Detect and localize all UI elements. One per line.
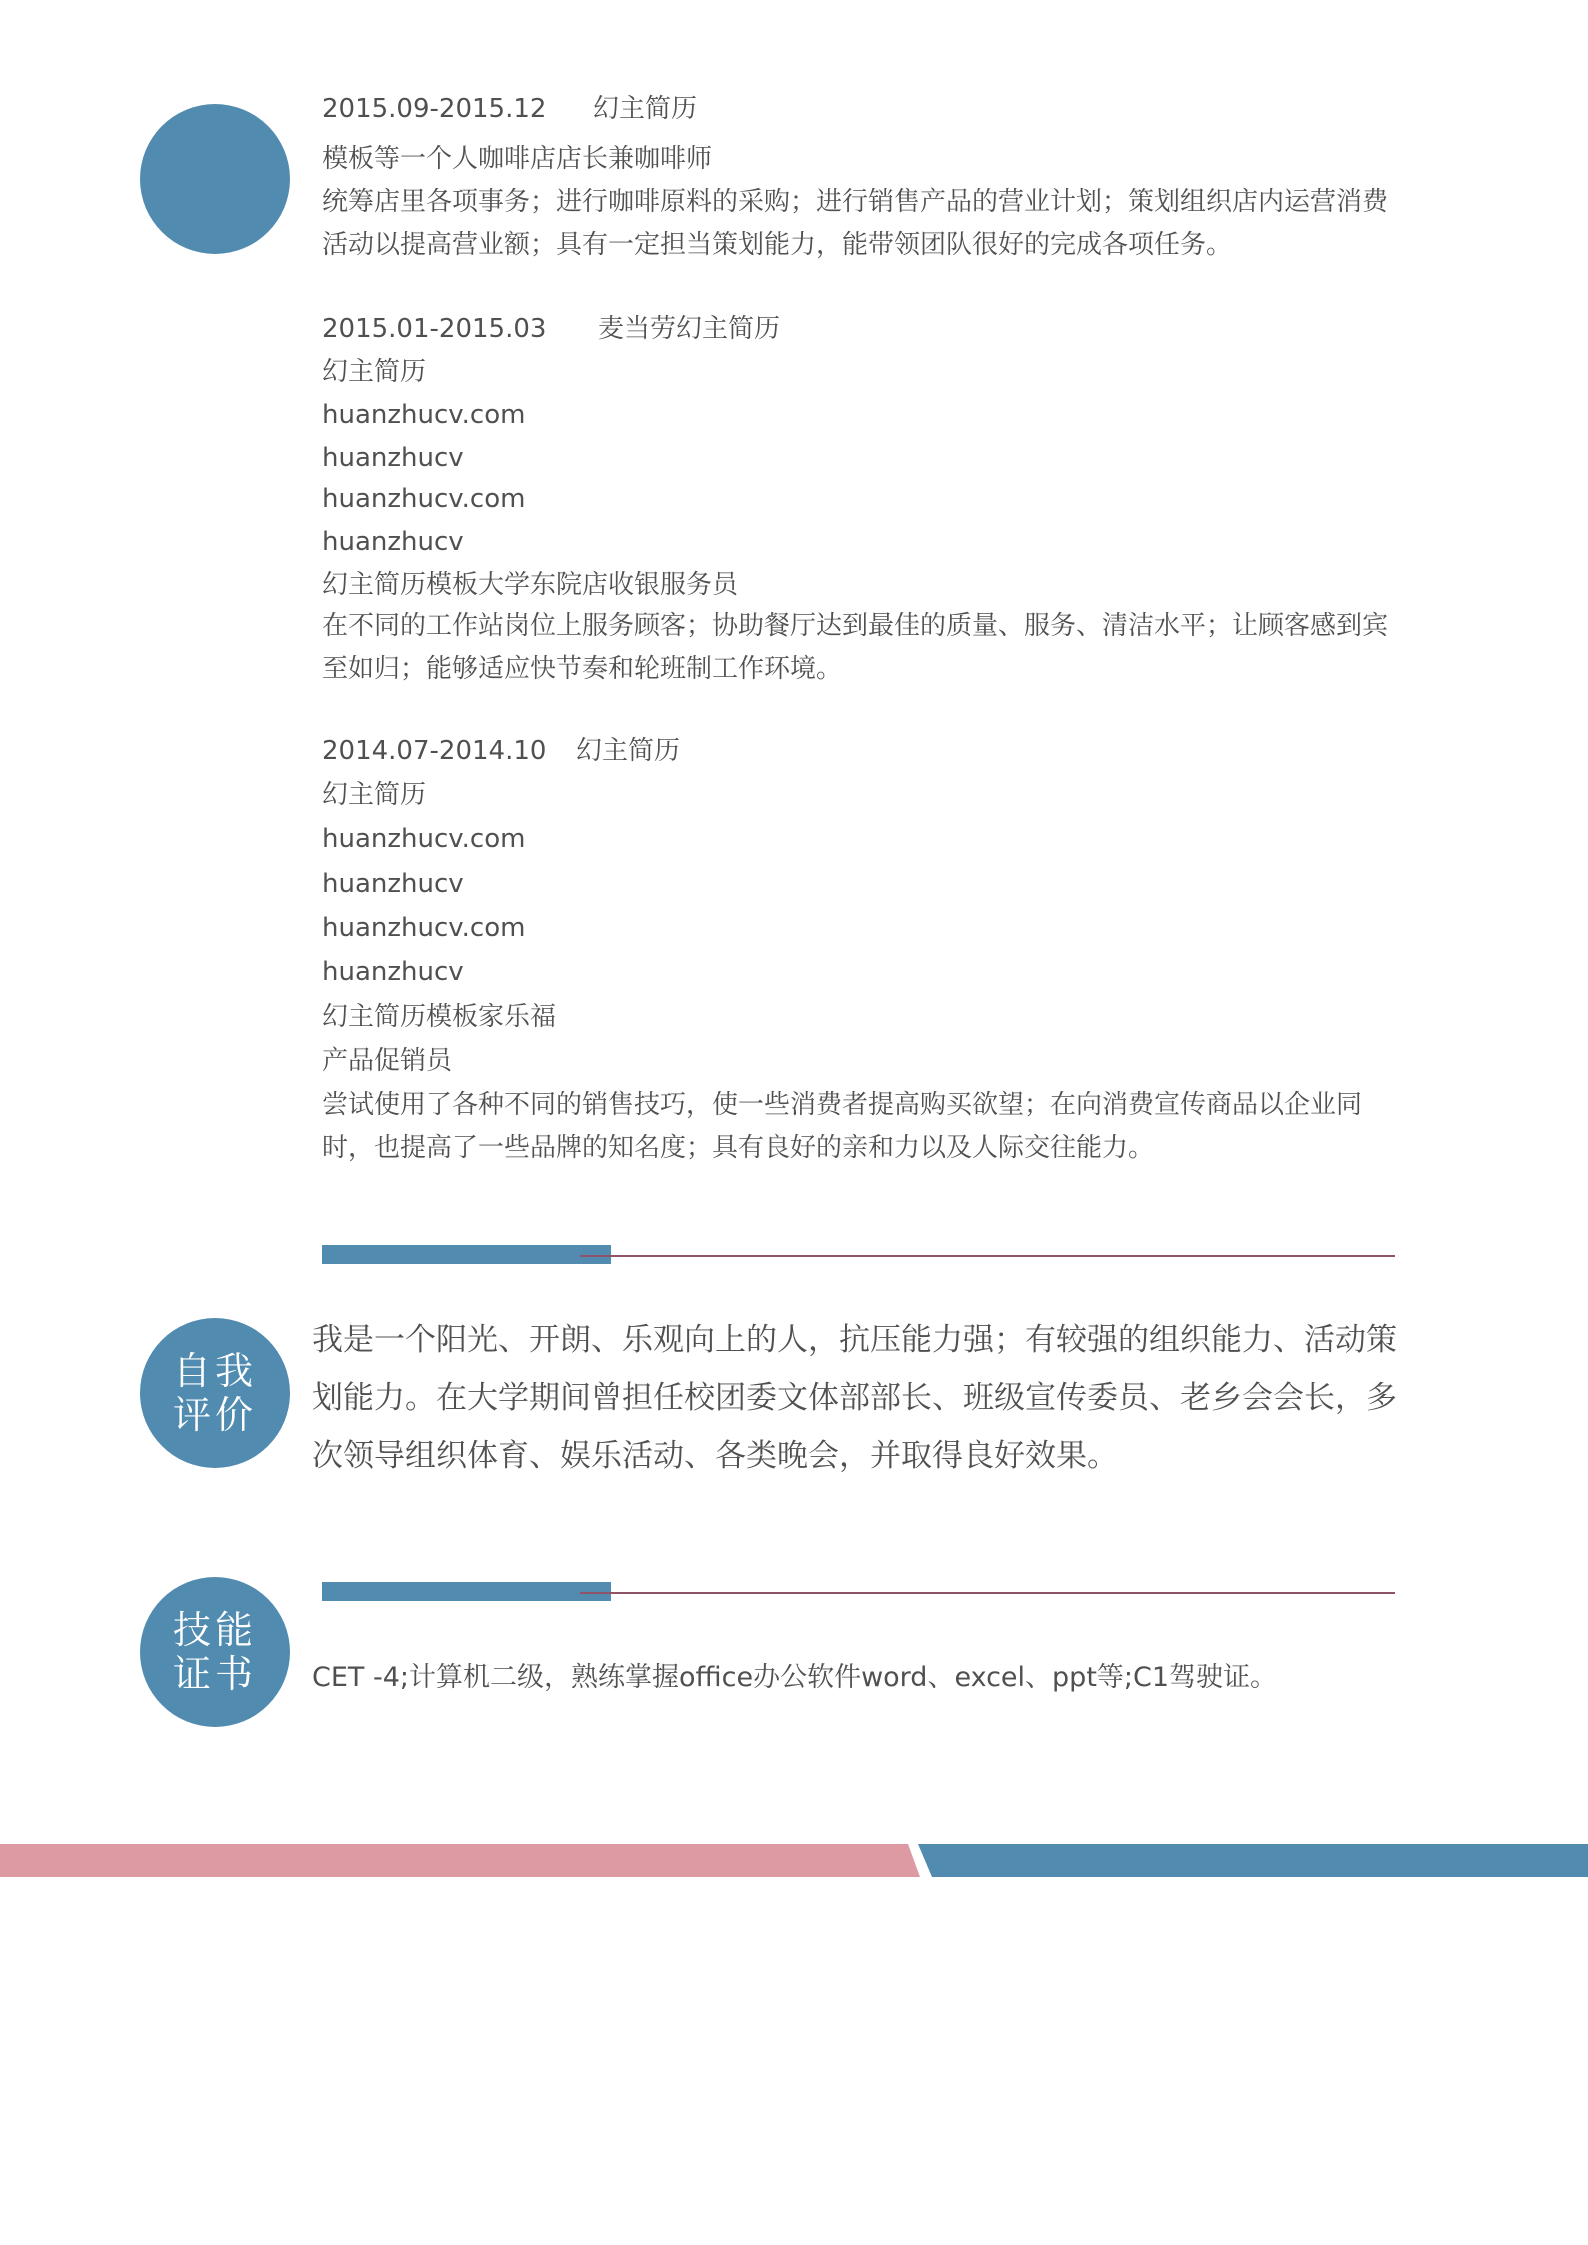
heading-line: 评价 — [172, 1393, 257, 1437]
heading-line: 技能 — [172, 1608, 257, 1652]
job-line: 幻主简历模板家乐福 — [322, 1002, 557, 1032]
job-line: huanzhucv.com — [322, 400, 526, 430]
job-line: huanzhucv — [322, 869, 464, 899]
self-eval-text: 我是一个阳光、开朗、乐观向上的人，抗压能力强；有较强的组织能力、活动策划能力。在大学期间曾担任校团委文体部部长、班级宣传委员、老乡会会长，多次领导组织体育、娱乐活动、各类晚会，并取得良好效果。 — [312, 1322, 1397, 1474]
job-description: 在不同的工作站岗位上服务顾客；协助餐厅达到最佳的质量、服务、清洁水平；让顾客感到宾至如归；能够适应快节奏和轮班制工作环境。 — [322, 611, 1389, 684]
job-line: huanzhucv — [322, 443, 464, 473]
section-heading-skills — [140, 1577, 290, 1727]
job-line: huanzhucv — [322, 957, 464, 987]
section-divider-bar — [322, 1245, 611, 1264]
job-line: huanzhucv.com — [322, 484, 526, 514]
job-company: 幻主简历 — [593, 94, 698, 124]
job-description: 尝试使用了各种不同的销售技巧，使一些消费者提高购买欲望；在向消费宣传商品以企业同时，也提高了一些品牌的知名度；具有良好的亲和力以及人际交往能力。 — [322, 1090, 1363, 1163]
job-line: 幻主简历 — [322, 780, 427, 810]
skills-text: CET -4;计算机二级，熟练掌握office办公软件word、excel、ppt等;C1驾驶证。 — [312, 1662, 1278, 1693]
job-line: 幻主简历 — [322, 357, 427, 387]
job-line: huanzhucv.com — [322, 824, 526, 854]
job-company: 麦当劳幻主简历 — [598, 314, 781, 344]
section-icon-experience — [140, 104, 290, 254]
job-company: 幻主简历 — [576, 736, 681, 766]
job-header — [322, 93, 698, 125]
section-heading-self-eval — [140, 1318, 290, 1468]
job-date: 2015.01-2015.03 — [322, 314, 547, 344]
section-divider-bar — [322, 1582, 611, 1601]
footer-pink-bar — [0, 1844, 920, 1877]
section-divider-line — [580, 1592, 1395, 1594]
footer-blue-bar — [918, 1844, 1588, 1877]
job-line: 产品促销员 — [322, 1046, 453, 1076]
job-line: 模板等一个人咖啡店店长兼咖啡师 — [322, 144, 713, 174]
job-date: 2015.09-2015.12 — [322, 94, 547, 124]
section-divider-line — [580, 1255, 1395, 1257]
job-date: 2014.07-2014.10 — [322, 736, 547, 766]
job-header — [322, 735, 681, 767]
heading-line: 自我 — [172, 1349, 257, 1393]
job-line: huanzhucv.com — [322, 913, 526, 943]
heading-line: 证书 — [172, 1652, 257, 1696]
job-header — [322, 313, 781, 345]
job-line: 幻主简历模板大学东院店收银服务员 — [322, 570, 739, 600]
job-line: huanzhucv — [322, 527, 464, 557]
job-description: 统筹店里各项事务；进行咖啡原料的采购；进行销售产品的营业计划；策划组织店内运营消费活动以提高营业额；具有一定担当策划能力，能带领团队很好的完成各项任务。 — [322, 187, 1389, 260]
